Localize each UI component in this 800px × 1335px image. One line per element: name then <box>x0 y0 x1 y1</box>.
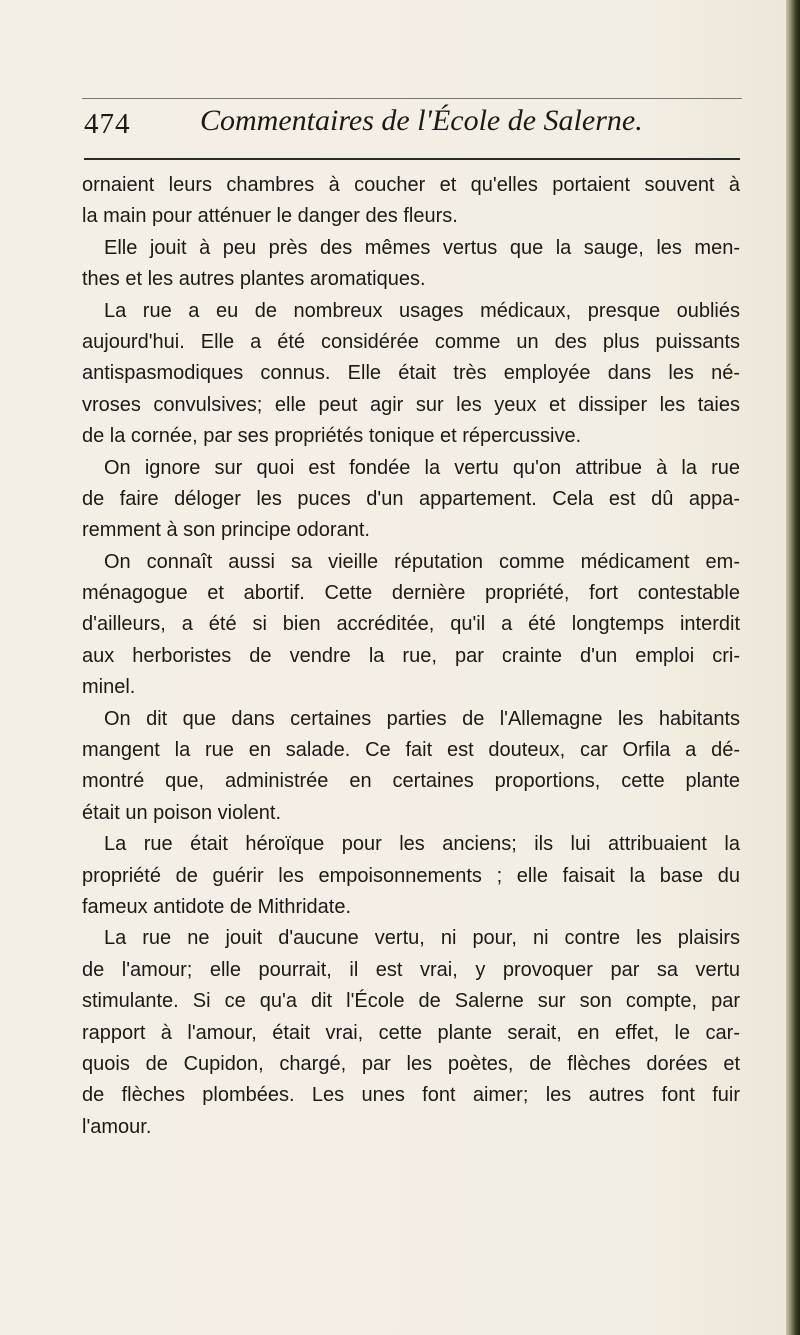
page-binding-edge <box>786 0 800 1335</box>
text-line: la main pour atténuer le danger des fleurs. <box>82 205 458 228</box>
text-line: quois de Cupidon, chargé, par les poètes, de flèches dorées et <box>82 1052 740 1075</box>
body-text <box>82 170 740 1143</box>
text-line: La rue a eu de nombreux usages médicaux, presque oubliés <box>104 299 740 322</box>
page-header <box>84 104 744 154</box>
text-line: aux herboristes de vendre la rue, par crainte d'un emploi cri- <box>82 644 740 667</box>
text-line: ménagogue et abortif. Cette dernière propriété, fort contestable <box>82 582 740 605</box>
text-line: La rue était héroïque pour les anciens; ils lui attribuaient la <box>104 833 740 856</box>
text-line: La rue ne jouit d'aucune vertu, ni pour, ni contre les plaisirs <box>104 927 740 950</box>
page-number: 474 <box>84 108 131 140</box>
header-top-rule <box>82 98 742 99</box>
text-line: mangent la rue en salade. Ce fait est douteux, car Orfila a dé- <box>82 739 740 762</box>
text-line: minel. <box>82 676 136 699</box>
paragraph <box>82 170 740 233</box>
text-line: On dit que dans certaines parties de l'Allemagne les habitants <box>104 707 740 730</box>
text-line: remment à son principe odorant. <box>82 519 370 542</box>
running-title: Commentaires de l'École de Salerne. <box>200 104 643 137</box>
text-line: propriété de guérir les empoisonnements ; elle faisait la base du <box>82 864 740 887</box>
paragraph <box>82 547 740 704</box>
paragraph <box>82 296 740 453</box>
text-line: aujourd'hui. Elle a été considérée comme un des plus puissants <box>82 330 740 353</box>
paragraph <box>82 704 740 830</box>
text-line: de l'amour; elle pourrait, il est vrai, y provoquer par sa vertu <box>82 958 740 981</box>
text-line: montré que, administrée en certaines proportions, cette plante <box>82 770 740 793</box>
text-line: On connaît aussi sa vieille réputation comme médicament em- <box>104 550 740 573</box>
text-line: d'ailleurs, a été si bien accréditée, qu'il a été longtemps interdit <box>82 613 740 636</box>
text-line: l'amour. <box>82 1115 152 1138</box>
text-line: Elle jouit à peu près des mêmes vertus que la sauge, les men- <box>104 236 740 259</box>
paragraph <box>82 923 740 1143</box>
text-line: ornaient leurs chambres à coucher et qu'elles portaient souvent à <box>82 174 740 196</box>
text-line: thes et les autres plantes aromatiques. <box>82 268 426 291</box>
text-line: On ignore sur quoi est fondée la vertu qu'on attribue à la rue <box>104 456 740 479</box>
paragraph <box>82 829 740 923</box>
header-bottom-rule <box>84 158 740 160</box>
text-line: de flèches plombées. Les unes font aimer; les autres font fuir <box>82 1084 740 1107</box>
text-line: était un poison violent. <box>82 801 282 824</box>
text-line: de la cornée, par ses propriétés tonique et répercussive. <box>82 425 582 448</box>
text-line: antispasmodiques connus. Elle était très employée dans les né- <box>82 362 740 385</box>
text-line: de faire déloger les puces d'un appartement. Cela est dû appa- <box>82 487 740 510</box>
text-line: stimulante. Si ce qu'a dit l'École de Salerne sur son compte, par <box>82 990 740 1013</box>
text-line: fameux antidote de Mithridate. <box>82 895 352 918</box>
text-line: vroses convulsives; elle peut agir sur les yeux et dissiper les taies <box>82 393 740 416</box>
text-line: rapport à l'amour, était vrai, cette plante serait, en effet, le car- <box>82 1021 740 1044</box>
paragraph <box>82 453 740 547</box>
paragraph <box>82 233 740 296</box>
